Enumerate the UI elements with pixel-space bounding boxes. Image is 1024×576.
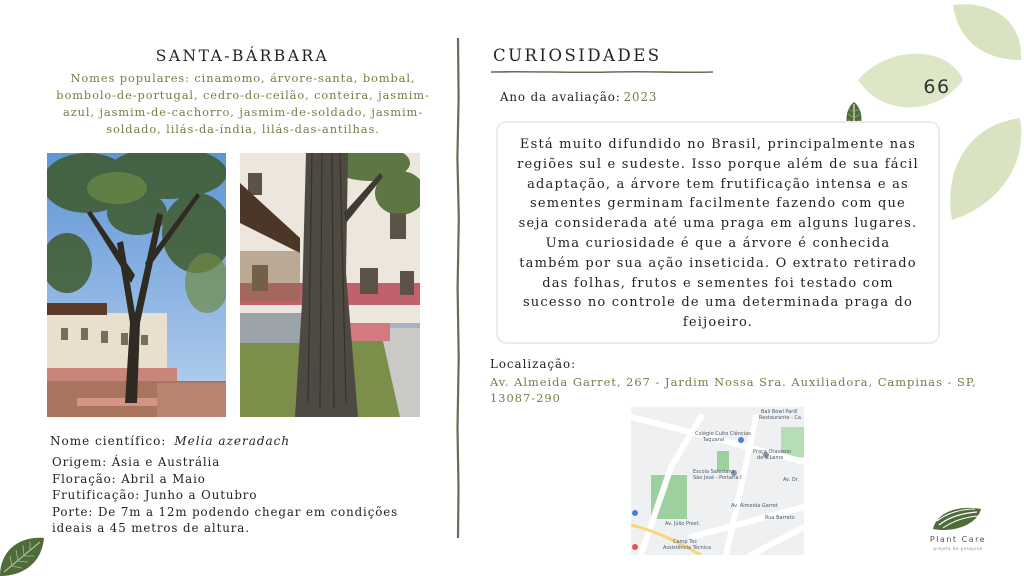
plant-care-logo-mark	[931, 503, 983, 533]
map-label-2: Colégio Culto Ciências	[695, 431, 751, 437]
location-address: Av. Almeida Garret, 267 - Jardim Nossa Sra. Auxiliadora, Campinas - SP, 13087-290	[490, 375, 977, 405]
species-title: SANTA-BÁRBARA	[155, 47, 330, 65]
map-label-10: Av. Júlio Prest.	[665, 521, 701, 527]
map-label-1: Restaurante - Ca	[759, 415, 801, 421]
plant-care-logo	[918, 503, 998, 553]
fact-origin: Origem: Ásia e Austrália	[52, 455, 221, 469]
year-label: Ano da avaliação:	[500, 90, 621, 104]
map-label-11: Rua Barreto	[765, 515, 795, 521]
year-value: 2023	[623, 90, 658, 104]
fact-flowering: Floração: Abril a Maio	[52, 471, 206, 486]
location-map	[631, 407, 804, 555]
curiosities-title: CURIOSIDADES	[493, 46, 662, 65]
map-label-4: Praça Otaviano	[753, 449, 792, 455]
page-number: 66	[923, 76, 951, 98]
scientific-name-line	[50, 434, 290, 448]
species-facts	[52, 454, 422, 537]
tree-photo-trunk	[240, 153, 420, 417]
map-label-7: São José - Portaria I	[693, 475, 742, 481]
location-label: Localização:	[490, 357, 577, 371]
popular-names: Nomes populares: cinamomo, árvore-santa, bombal, bombolo-de-portugal, cedro-do-ceilão, conteira, jasmim-azul, jasmim-de-cachorro, jasmim-de-soldado, jasmim-soldado, lilás-da-índia, lilás-das-antilhas.	[56, 71, 430, 136]
map-label-12: Camp Tec	[673, 539, 698, 545]
corner-leaf-icon	[0, 530, 46, 576]
curiosity-text: Está muito difundido no Brasil, principalmente nas regiões sul e sudeste. Isso porque além de sua fácil adaptação, a árvore tem frutificação intensa e as sementes germinam facilmente fazendo com que seja considerada até uma praga em alguns lugares. Uma curiosidade é que a árvore é conhecida também por sua ação inseticida. O extrato retirado das folhas, frutos e sementes foi testado com sucesso no controle de uma determinada praga do feijoeiro.	[517, 137, 919, 331]
logo-tagline: projeto de pesquisa	[933, 546, 983, 551]
map-label-9: Av. Almeida Garret	[731, 503, 778, 509]
curiosity-card	[496, 121, 940, 344]
map-label-0: Bali Bowl Parill	[761, 409, 798, 415]
fact-fruiting: Frutificação: Junho a Outubro	[52, 488, 258, 502]
title-underline	[491, 70, 713, 74]
map-label-5: da S.Leme	[757, 455, 784, 461]
fact-size: Porte: De 7m a 12m podendo chegar em condições ideais a 45 metros de altura.	[52, 504, 399, 535]
logo-name: Plant Care	[929, 535, 987, 544]
map-label-3: Taquaral	[703, 437, 725, 443]
scientific-name-value: Melia azeradach	[174, 434, 291, 448]
map-label-13: Assistência Técnica	[663, 545, 712, 551]
map-label-6: Escola Salesiana	[693, 469, 735, 475]
scientific-name-label: Nome científico:	[50, 434, 167, 448]
map-label-8: Av. Dr.	[783, 477, 799, 483]
tree-photo-canopy	[47, 153, 226, 417]
column-divider	[455, 38, 461, 538]
evaluation-year	[500, 90, 657, 104]
